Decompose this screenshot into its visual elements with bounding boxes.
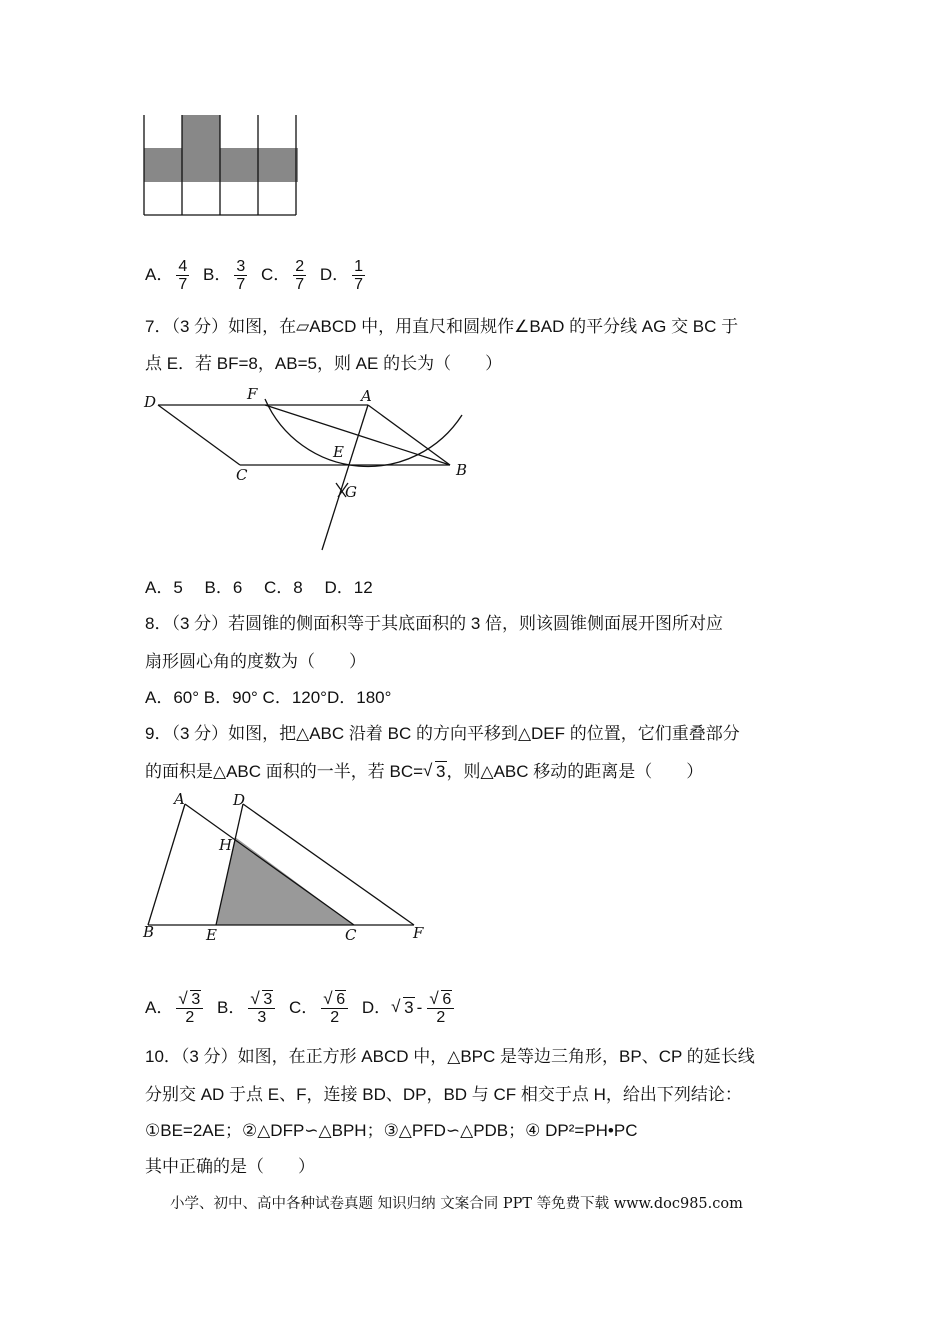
shaded-cell — [182, 115, 220, 150]
overlap-triangle — [216, 837, 354, 925]
q7-stem-line1: 7．（3 分）如图，在▱ABCD 中，用直尺和圆规作∠BAD 的平分线 AG 交 BC 于 — [145, 317, 739, 336]
q9-option-b[interactable]: B． √ $\frac{3}{3}$ — [217, 988, 278, 1028]
label-a: A — [174, 790, 185, 808]
q9-options — [145, 988, 463, 1028]
q9-option-c[interactable]: C． √ $\frac{6}{2}$ — [289, 988, 351, 1028]
q8-stem-line2: 扇形圆心角的度数为（ ） — [145, 652, 366, 671]
q9-stem-line1: 9．（3 分）如图，把△ABC 沿着 BC 的方向平移到△DEF 的位置，它们重叠部分 — [145, 724, 740, 743]
q9-stem-line2: 的面积是△ABC 面积的一半，若 BC=√ 3，则△ABC 移动的距离是（ ） — [145, 760, 703, 784]
label-h: H — [219, 836, 233, 854]
label-f: F — [247, 385, 258, 403]
sqrt-expression: √ 3 — [423, 760, 446, 784]
q6-grid-figure — [140, 112, 302, 218]
label-c: C — [236, 466, 248, 484]
q6-option-b[interactable]: B． $\frac{3}{7}$ — [202, 258, 246, 293]
q9-translated-triangles-figure — [140, 790, 440, 945]
q7-stem-line2: 点 E．若 BF=8，AB=5，则 AE 的长为（ ） — [145, 354, 503, 373]
q10-conclusions: ①BE=2AE；②△DFP∽△BPH；③△PFD∽△PDB；④ DP²=PH•PC — [145, 1121, 638, 1140]
q9-option-d[interactable]: D．√ 3 - √ $\frac{6}{2}$ — [362, 988, 457, 1028]
q10-stem-line4: 其中正确的是（ ） — [145, 1157, 315, 1176]
q10-stem-line2: 分别交 AD 于点 E、F，连接 BD、DP，BD 与 CF 相交于点 H，给出下列结论： — [145, 1085, 742, 1104]
q10-stem-line1: 10．（3 分）如图，在正方形 ABCD 中，△BPC 是等边三角形，BP、CP 的延长线 — [145, 1047, 755, 1066]
q9-option-a[interactable]: A． √ $\frac{3}{2}$ — [145, 988, 206, 1028]
label-d: D — [144, 393, 157, 411]
label-a: A — [361, 387, 372, 405]
label-b: B — [456, 461, 468, 479]
q7-parallelogram-figure — [140, 385, 485, 555]
label-f: F — [413, 924, 424, 942]
q6-option-c[interactable]: C． $\frac{2}{7}$ — [260, 258, 305, 293]
q8-options[interactable]: A．60° B．90° C．120°D．180° — [145, 688, 392, 707]
q6-option-d[interactable]: D． $\frac{1}{7}$ — [319, 258, 364, 293]
label-c: C — [345, 926, 357, 944]
shaded-band — [144, 148, 298, 182]
q8-stem-line1: 8．（3 分）若圆锥的侧面积等于其底面积的 3 倍，则该圆锥侧面展开图所对应 — [145, 614, 724, 633]
page-footer: 小学、初中、高中各种试卷真题 知识归纳 文案合同 PPT 等免费下载 www.doc985.com — [170, 1196, 743, 1212]
label-b: B — [143, 923, 155, 941]
label-d: D — [233, 791, 246, 809]
q7-options[interactable]: A．5 B．6 C．8 D．12 — [145, 578, 373, 597]
q6-options — [145, 258, 374, 293]
label-g: G — [345, 483, 357, 501]
label-e: E — [333, 443, 344, 461]
q6-option-a[interactable]: A． $\frac{4}{7}$ — [145, 258, 188, 293]
label-e: E — [206, 926, 217, 944]
